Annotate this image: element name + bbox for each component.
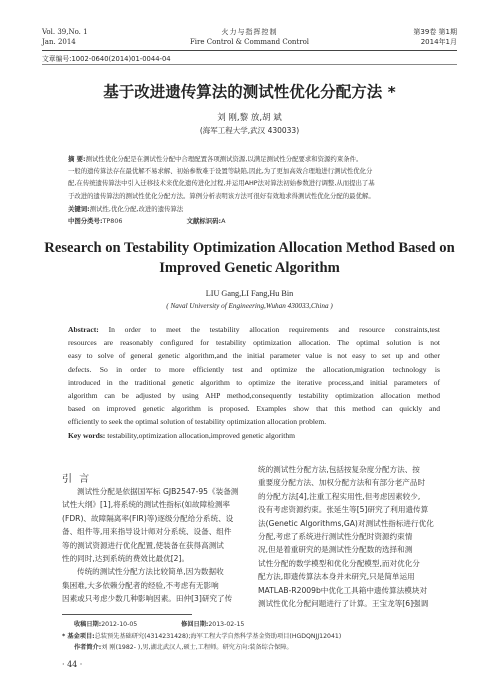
body-line: 备、组件等,用来指导设计师对分系统、设备、组件 [62,527,232,537]
fund-label: * 基金项目: [62,632,95,640]
abstract-cn-line: 配,在传统遗传算法中引入迁移技术来优化遗传进化过程,并运用AHP法对算法初始参数进行调整,从而提出了基 [68,179,375,188]
body-line: 重要度分配方法、加权分配方法和有部分老产品时 [258,478,426,488]
journal-volume-cn: 第39卷 第1期 [413,28,457,36]
abstract-cn [68,153,436,227]
received-label: 收稿日期: [74,621,102,628]
title-en [0,238,499,278]
author-bio: 刘 刚(1982- ),男,湖北武汉人,硕士,工程师。研究方向:装备综合保障。 [101,644,293,651]
journal-date-cn: 2014年1月 [420,38,457,46]
body-line: 分配,考虑了系统进行测试性分配时资源约束情 [258,532,413,542]
footnote [62,619,462,654]
body-line: 测试性分配是依据国军标 GJB2547-95《装备测 [77,487,239,496]
revised-date: 2013-02-15 [208,621,245,628]
keywords-en-label: Key words: [68,430,106,440]
body-line: 等的测试资源进行优化配置,使装备在获得高测试 [62,540,224,550]
body-line: 性的同时,达到系统的费效比最优[2]。 [62,554,190,564]
abstract-cn-label: 摘 要: [68,155,86,163]
page-number: · 44 · [62,660,83,669]
right-column [258,463,458,610]
abstract-en-line: resources are reasonably configured for testability optimization allocation. The optimal solution is not [68,338,440,348]
body-line: MATLAB-R2009b中优化工具箱中遗传算法模块对 [258,585,428,595]
header-rule [42,50,457,51]
abstract-en-line: algorithm can be adjusted by using AHP method,consequently testability optimization allocation method [68,391,440,401]
body-line: 传统的测试性分配方法比较简单,因为数据收 [77,567,224,577]
body-line: 的分配方法[4],注重工程实用性,但考虑因素较少, [258,491,421,501]
abstract-en-line: defects. So in order to more efficiently test and optimize the allocation,migration technology is [68,364,440,374]
journal-name-cn: 火力与指挥控制 [221,28,278,36]
body-line: 试性分配的数学模型和优化分配模型,而对优化分 [258,558,420,568]
article-id: 文章编号:1002-0640(2014)01-0044-04 [42,55,171,63]
body-line: 因素或只考虑少数几种影响因素。田仲[3]研究了传 [62,594,233,604]
keywords-cn-label: 关键词: [68,204,90,213]
affiliation-en: ( Naval University of Engineering,Wuhan 430033,China ) [166,302,333,310]
doc-code-value: A [221,217,226,226]
abstract-en-line: based on improved genetic algorithm is proposed. Examples show that this method can quickly and [68,404,440,414]
title-cn: 基于改进遗传算法的测试性优化分配方法 * [103,83,396,101]
body-line: (FDR)、故障隔离率(FIR)等)逐级分配给分系统、设 [62,513,234,523]
abstract-en-label: Abstract: [68,325,99,334]
body-line: 测试性优化分配问题进行了计算。王宝龙等[6]强调 [258,599,429,609]
body-line: 况,但是着重研究的是测试性分配数的选择和测 [258,545,413,555]
title-en-line: Research on Testability Optimization Allocation Method Based on [44,240,455,256]
revised-label: 修回日期: [181,621,209,628]
abstract-en-line: efficiently to seek the optimal solution of testability optimization allocation problem. [68,417,327,427]
article-id-rule [42,64,457,65]
body-line: 集困难,大多依赖分配者的经验,不考虑有无影响 [62,580,219,590]
body-line: 统的测试性分配方法,包括按复杂度分配方法、按 [258,465,420,474]
clc-label: 中图分类号: [68,217,103,226]
body-line: 试性大纲》[1],将系统的测试性指标(如故障检测率 [62,500,231,510]
abstract-en-line: easy to solve of general genetic algorithm,and the initial parameter value is not easy to set up and other [68,351,440,361]
abstract-en [68,323,440,442]
body-line: 法(Genetic Algorithms,GA)对测试性指标进行优化 [258,518,434,528]
authors-cn: 刘 刚,黎 放,胡 斌 [217,113,282,123]
body-line: 配方法,即遗传算法本身并未研究,只是简单运用 [258,572,415,582]
abstract-cn-line: 测试性优化分配是在测试性分配中合理配置各项测试资源,以满足测试性分配要求和资源约束条件。 [85,155,363,163]
fund-text: 总装预先基础研究(4314231428);海军工程大学自然科学基金资助项目(HGDQNJJ12041) [94,632,342,640]
journal-volume: Vol. 39,No. 1 [42,28,88,36]
clc-value: TP806 [102,217,123,226]
abstract-en-line: introduced in the traditional genetic algorithm to optimize the iterative process,and initial parameters of [68,377,440,387]
abstract-cn-line: 一般的遗传算法存在最优解不易求解、初始参数难于设置等缺陷,因此,为了更加高效合理地进行测试性优化分 [68,167,373,176]
keywords-en: testability,optimization allocation,improved genetic algorithm [107,430,296,440]
doc-code-label: 文献标识码: [186,217,222,226]
received-date: 2012-10-05 [101,621,138,628]
body-line: 没有考虑资源约束。张延生等[5]研究了利用遗传算 [258,505,429,515]
abstract-en-line: In order to meet the testability allocation requirements and resource constraints,test [108,325,440,334]
author-bio-label: 作者简介: [74,644,102,651]
left-column [62,485,252,606]
intro-heading: 引 言 [62,474,92,485]
footnote-rule [62,614,192,615]
journal-date: Jan. 2014 [42,38,76,46]
title-en-line: Improved Genetic Algorithm [159,260,340,276]
affiliation-cn: (海军工程大学,武汉 430033) [199,126,300,135]
journal-name-en: Fire Control & Command Control [189,38,310,46]
authors-en: LIU Gang,LI Fang,Hu Bin [205,289,294,298]
keywords-cn: 测试性,优化分配,改进的遗传算法 [89,204,184,213]
abstract-cn-line: 于改进的遗传算法的测试性优化分配方法。算例分析表明该方法可很好有效地求得测试性优化分配的最优解。 [68,191,375,200]
